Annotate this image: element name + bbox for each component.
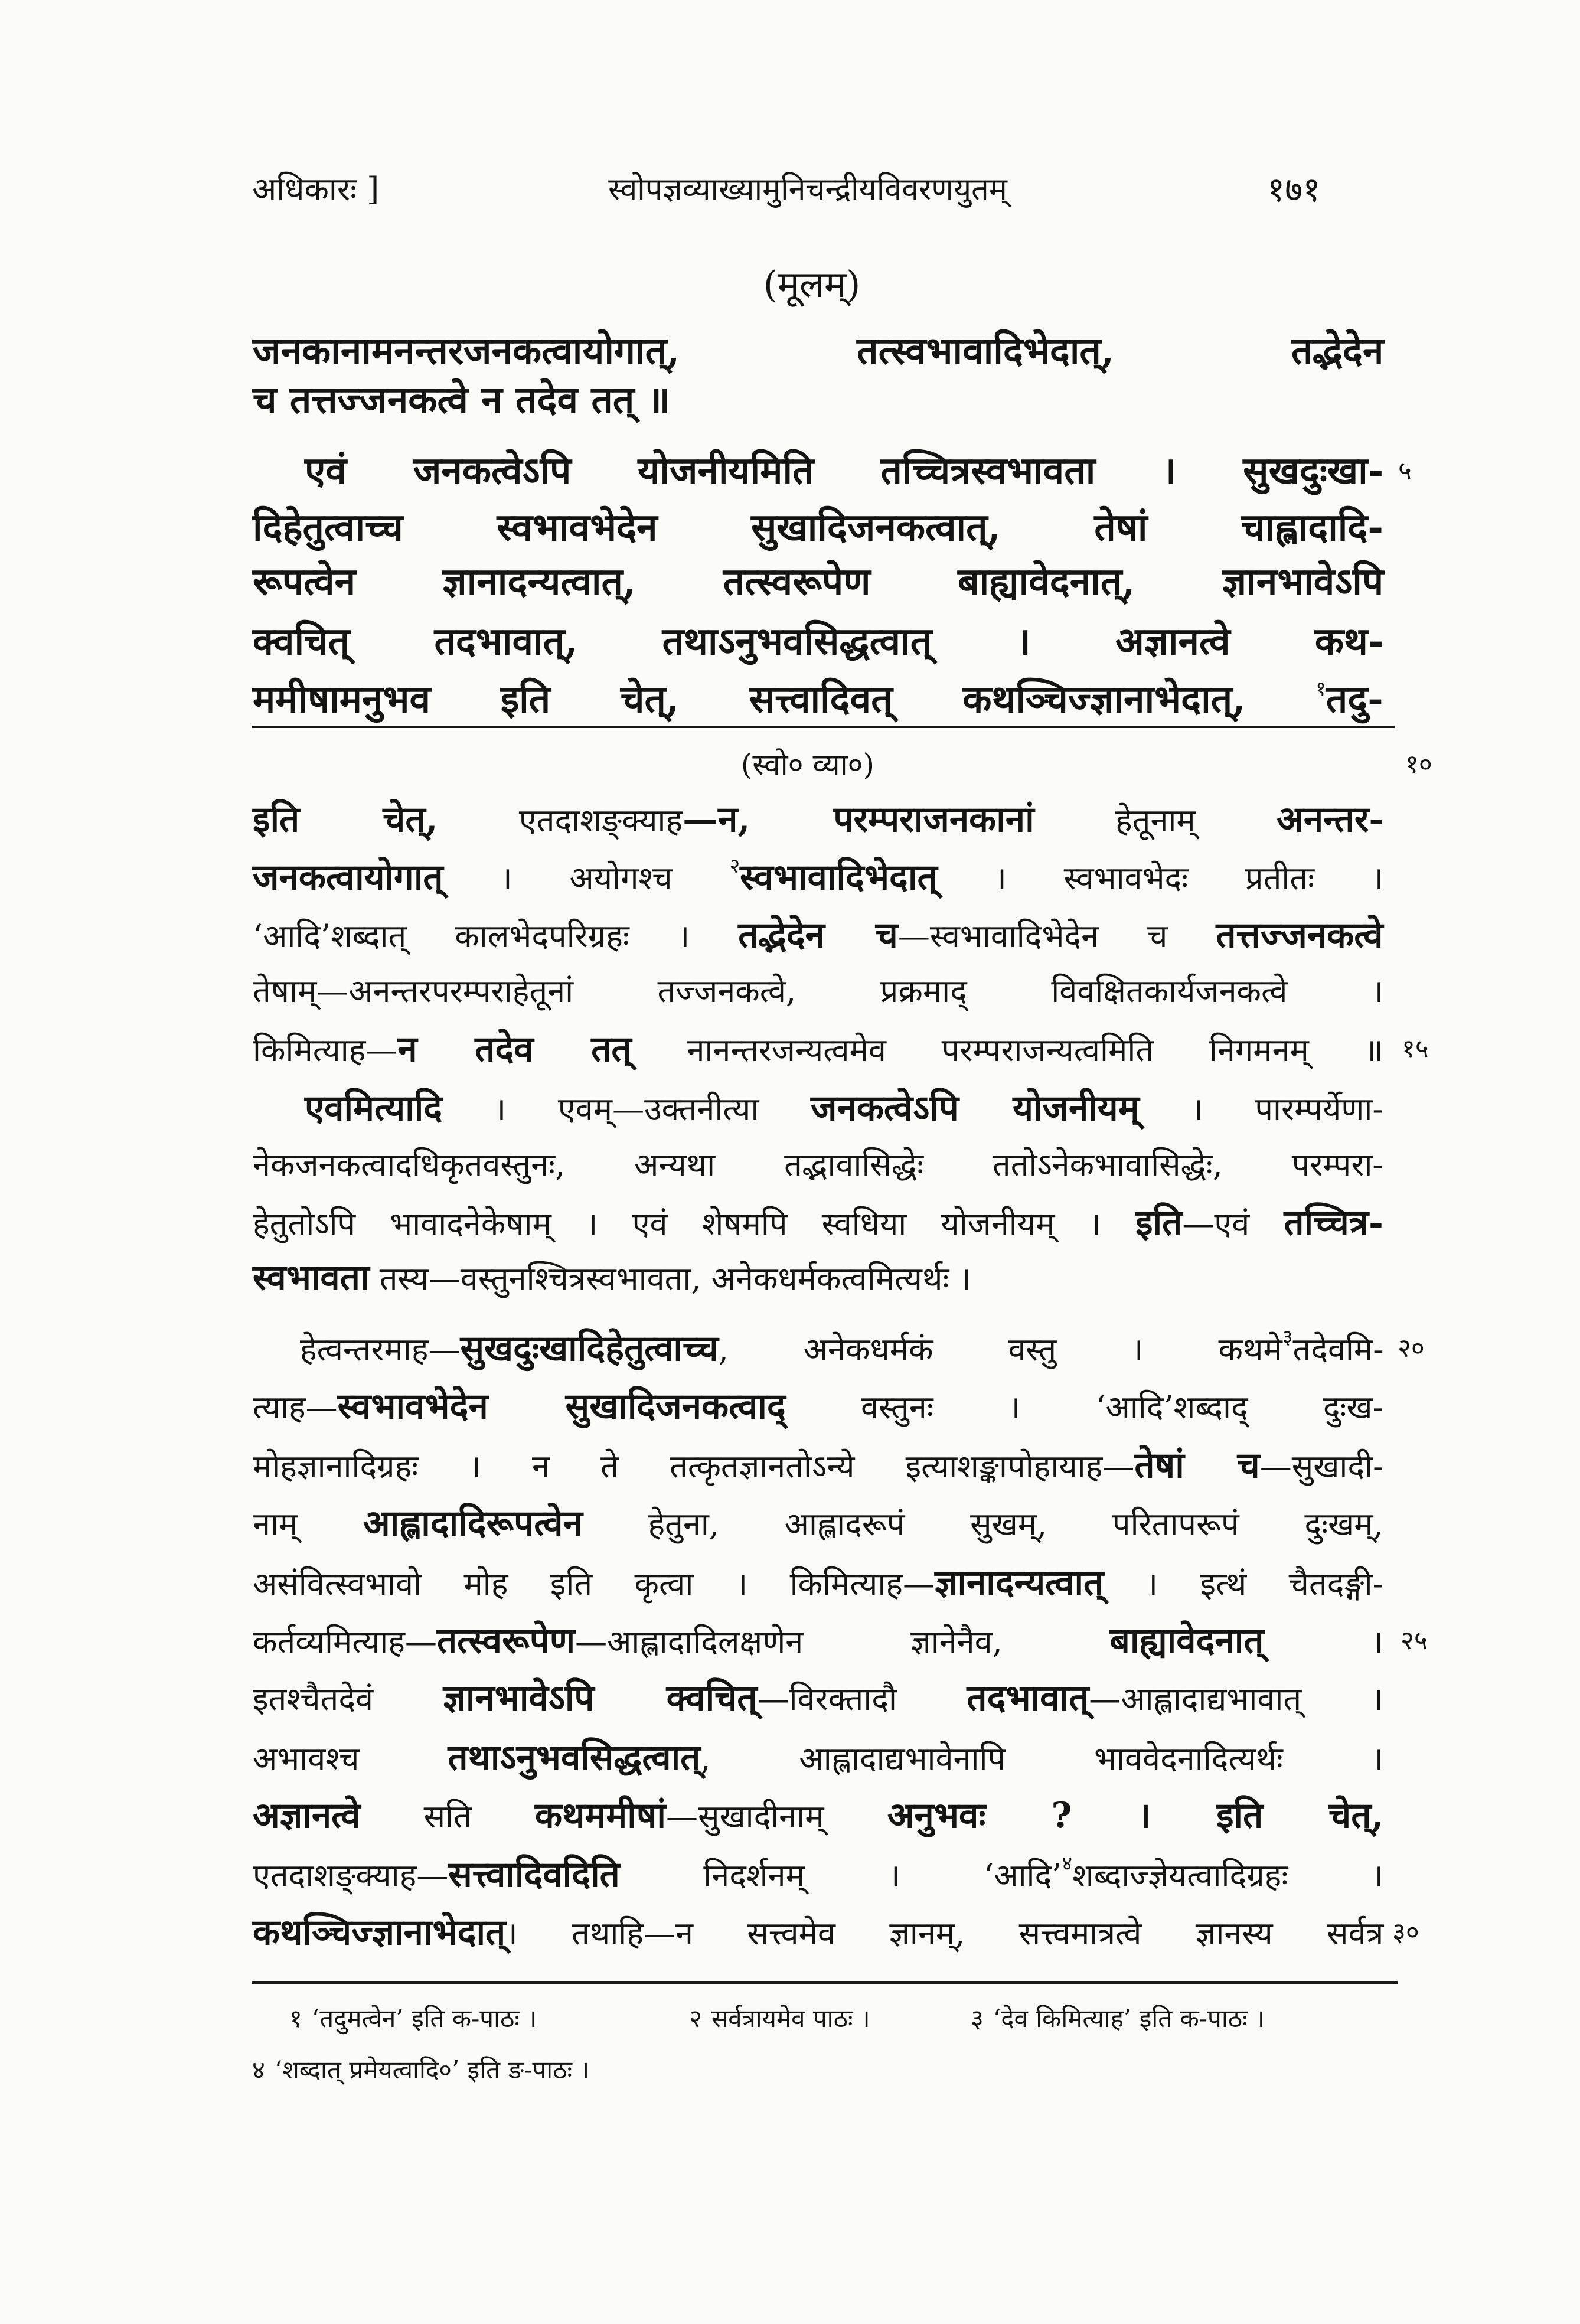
- line-text: [253, 1138, 1383, 1200]
- plain-text: शब्दाज्ज्ञेयत्वादिग्रहः ।: [1072, 1857, 1384, 1894]
- bold-term: रूपत्वेन ज्ञानादन्यत्वात्, तत्स्वरूपेण बाह्यावेदनात्, ज्ञानभावेऽपि: [253, 560, 1384, 604]
- footnote-number: ४: [252, 2055, 265, 2084]
- line-text: [253, 554, 1383, 611]
- margin-line-number: १०: [1405, 749, 1432, 779]
- bold-term: कथञ्चिज्ज्ञानाभेदात्: [253, 1912, 506, 1953]
- plain-text: —सुखादी-: [1259, 1448, 1384, 1485]
- commentary-line: [253, 1496, 1383, 1551]
- bold-term: तत्तज्जनकत्वे: [1216, 915, 1383, 956]
- bold-term: तद्भेदेन च: [738, 915, 898, 956]
- plain-text: नाम्: [253, 1506, 363, 1543]
- plain-text: त्याह—: [253, 1389, 338, 1426]
- footnote-marker: २: [729, 854, 740, 878]
- plain-text: नेकजनकत्वादधिकृतवस्तुनः, अन्यथा तद्भावासिद्धेः ततोऽनेकभावासिद्धेः, परम्परा-: [253, 1146, 1383, 1183]
- line-text: [253, 1848, 1383, 1911]
- margin-line-number: २०: [1398, 1333, 1425, 1363]
- commentary-line: [253, 850, 1383, 905]
- plain-text: नानन्तरजन्यत्वमेव परम्पराजन्यत्वमिति निगमनम् ॥: [631, 1032, 1384, 1069]
- footnote-number: ३: [971, 2004, 984, 2033]
- plain-text: अभावश्च: [253, 1740, 448, 1777]
- plain-text: तस्य—वस्तुनश्चित्रस्वभावता, अनेकधर्मकत्वमित्यर्थः ।: [369, 1260, 972, 1297]
- plain-text: तेषाम्—अनन्तरपरम्पराहेतूनां तज्जनकत्वे, प्रक्रमाद् विवक्षितकार्यजनकत्वे ।: [253, 972, 1384, 1010]
- line-text: [253, 1905, 1383, 1969]
- commentary-line: [253, 1379, 1383, 1434]
- footnote-marker: ४: [1062, 1852, 1073, 1875]
- commentary-line: [253, 1251, 1383, 1305]
- plain-text: वस्तुनः । ‘आदि’शब्दाद् दुःख-: [785, 1389, 1383, 1426]
- line-text: [253, 964, 1383, 1026]
- commentary-line: [253, 964, 1383, 1019]
- footnote: [971, 2001, 1265, 2036]
- commentary-line: [253, 1138, 1383, 1192]
- line-text: [305, 1081, 1383, 1144]
- line-text: [253, 1614, 1383, 1677]
- plain-text: निदर्शनम् । ‘आदि’: [619, 1857, 1062, 1894]
- plain-text: —आह्लादाद्यभावात् ।: [1089, 1680, 1384, 1718]
- commentary-line: [253, 1196, 1383, 1250]
- margin-line-number: २५: [1401, 1626, 1428, 1656]
- commentary-line: [253, 1848, 1383, 1902]
- footnote-number: २: [689, 2004, 702, 2033]
- plain-text: , अनेकधर्मकं वस्तु । कथमे: [718, 1331, 1282, 1368]
- page-number: १७१: [1267, 169, 1321, 210]
- bold-term: अनन्तर-: [1277, 799, 1384, 840]
- commentary-line: [253, 1556, 1383, 1610]
- commentary-line: [300, 1321, 1383, 1376]
- mula-line: [305, 443, 1383, 500]
- commentary-line: [253, 908, 1383, 962]
- bold-term: च तत्तज्जनकत्वे न तदेव तत् ॥: [253, 378, 670, 422]
- bold-term: न तदेव तत्: [397, 1029, 632, 1070]
- plain-text: तदेवमि-: [1292, 1331, 1384, 1368]
- bold-term: जनकानामनन्तरजनकत्वायोगात्, तत्स्वभावादिभेदात्, तद्भेदेन: [253, 329, 1384, 373]
- plain-text: मोहज्ञानादिग्रहः । न ते तत्कृतज्ञानतोऽन्ये इत्याशङ्कापोहायाह—: [253, 1448, 1135, 1485]
- plain-text: —विरक्तादौ: [757, 1680, 967, 1718]
- bold-term: —न, परम्पराजनकानां: [683, 799, 1034, 840]
- bold-term: स्वभावता: [253, 1257, 370, 1298]
- bold-term: स्वभावभेदेन सुखादिजनकत्वाद्: [337, 1386, 786, 1427]
- line-text: [300, 1321, 1383, 1385]
- line-text: [253, 1196, 1383, 1259]
- commentary-line: [253, 1614, 1383, 1668]
- bold-term: सुखदुःखादिहेतुत्वाच्च: [460, 1328, 719, 1369]
- bold-term: ज्ञानादन्यत्वात्: [934, 1562, 1104, 1604]
- line-text: [253, 671, 1383, 734]
- line-text: [253, 372, 670, 429]
- line-text: [253, 1022, 1383, 1085]
- plain-text: ‘आदि’शब्दात् कालभेदपरिग्रहः ।: [253, 918, 739, 955]
- plain-text: असंवित्स्वभावो मोह इति कृत्वा । किमित्याह—: [253, 1565, 935, 1602]
- plain-text: —आह्लादादिलक्षणेन ज्ञानेनैव,: [575, 1623, 1110, 1660]
- line-text: [253, 792, 1383, 856]
- plain-text: । तथाहि—न सत्त्वमेव ज्ञानम्, सत्त्वमात्रत्वे ज्ञानस्य सर्वत्र: [505, 1915, 1384, 1952]
- plain-text: —स्वभावादिभेदेन च: [897, 918, 1216, 955]
- bold-term: जनकत्वेऽपि योजनीयम्: [811, 1088, 1140, 1129]
- plain-text: । इत्थं चैतदङ्गी-: [1104, 1565, 1383, 1602]
- plain-text: । पारम्पर्येणा-: [1139, 1091, 1383, 1128]
- plain-text: । स्वभावभेदः प्रतीतः ।: [937, 860, 1384, 897]
- line-text: [253, 1438, 1383, 1502]
- line-text: [305, 443, 1383, 500]
- commentary-line: [253, 1671, 1383, 1725]
- running-header-section: अधिकारः ]: [252, 171, 380, 208]
- mula-line: [253, 671, 1383, 728]
- plain-text: किमित्याह—: [253, 1032, 398, 1069]
- footnote: [252, 2052, 589, 2088]
- plain-text: । अयोगश्च: [443, 860, 730, 897]
- bold-term: एवमित्यादि: [305, 1088, 443, 1129]
- bold-term: तदु-: [1326, 677, 1383, 722]
- plain-text: हेतुतोऽपि भावादनेकेषाम् । एवं शेषमपि स्वधिया योजनीयम् ।: [253, 1205, 1136, 1242]
- line-text: [253, 613, 1383, 670]
- footnote-marker: १: [1315, 677, 1326, 701]
- plain-text: । एवम्—उक्तनीत्या: [442, 1091, 811, 1128]
- plain-text: —सुखादीनाम्: [665, 1798, 887, 1835]
- plain-text: इतश्चैतदेवं: [253, 1680, 443, 1718]
- line-text: [253, 323, 1383, 380]
- bold-term: सत्त्वादिवदिति: [448, 1854, 620, 1895]
- running-header-title: स्वोपज्ञव्याख्यामुनिचन्द्रीयविवरणयुतम्: [608, 172, 1007, 207]
- footnote-text: सर्वत्रायमेव पाठः ।: [711, 2004, 870, 2033]
- bold-term: तथाऽनुभवसिद्धत्वात्: [448, 1737, 701, 1778]
- plain-text: कर्तव्यमित्याह—: [253, 1623, 437, 1660]
- commentary-line: [253, 792, 1383, 847]
- mula-line: [253, 613, 1383, 670]
- bold-term: कथममीषां: [535, 1795, 666, 1836]
- bold-term: तच्चित्र-: [1284, 1202, 1383, 1243]
- line-text: [253, 1556, 1383, 1619]
- bold-term: जनकत्वायोगात्: [253, 857, 443, 898]
- commentary-line: [253, 1438, 1383, 1493]
- line-text: [253, 908, 1383, 971]
- mula-line: [253, 372, 1383, 429]
- line-text: [253, 1788, 1383, 1852]
- footnote-text: ‘शब्दात् प्रमेयत्वादि०’ इति ङ-पाठः ।: [274, 2055, 590, 2084]
- plain-text: एतदाशङ्क्याह: [438, 802, 683, 839]
- plain-text: हेतूनाम्: [1034, 802, 1277, 839]
- bold-term: इति: [1135, 1202, 1183, 1243]
- plain-text: सति: [360, 1798, 536, 1835]
- bold-term: अज्ञानत्वे: [253, 1795, 361, 1836]
- footnote: [689, 2001, 870, 2036]
- commentary-line: [253, 1788, 1383, 1843]
- plain-text: एतदाशङ्क्याह—: [253, 1857, 449, 1894]
- footnote-number: १: [289, 2004, 302, 2033]
- mula-heading: (मूलम्): [763, 263, 861, 306]
- line-text: [253, 1251, 971, 1314]
- bold-term: तत्स्वरूपेण: [436, 1620, 576, 1662]
- margin-line-number: ३०: [1392, 1917, 1419, 1947]
- margin-line-number: १५: [1402, 1034, 1429, 1064]
- mula-line: [253, 500, 1383, 556]
- bold-term: तदभावात्: [967, 1677, 1089, 1719]
- commentary-heading: (स्वो० व्या०): [740, 748, 875, 782]
- bold-term: बाह्यावेदनात्: [1109, 1620, 1264, 1662]
- plain-text: , आह्लादाद्यभावेनापि भाववेदनादित्यर्थः ।: [700, 1740, 1384, 1777]
- commentary-line: [253, 1905, 1383, 1960]
- plain-text: —एवं: [1182, 1205, 1284, 1242]
- mula-line: [253, 323, 1383, 380]
- mula-line: [253, 554, 1383, 611]
- plain-text: ।: [1264, 1623, 1383, 1660]
- bold-term: क्वचित् तदभावात्, तथाऽनुभवसिद्धत्वात् । अज्ञानत्वे कथ-: [253, 619, 1384, 664]
- bold-term: इति चेत्,: [253, 799, 438, 840]
- bold-term: ज्ञानभावेऽपि क्वचित्: [443, 1677, 758, 1719]
- line-text: [253, 850, 1383, 913]
- footnote: [289, 2001, 537, 2036]
- bold-term: ममीषामनुभव इति चेत्, सत्त्वादिवत् कथञ्चिज्ज्ञानाभेदात्,: [253, 677, 1316, 722]
- plain-text: हेत्वन्तरमाह—: [300, 1331, 461, 1368]
- commentary-line: [253, 1731, 1383, 1785]
- footnote-text: ‘देव किमित्याह’ इति क-पाठः ।: [993, 2004, 1265, 2033]
- bold-term: अनुभवः ? । इति चेत्,: [887, 1795, 1384, 1836]
- commentary-line: [253, 1022, 1383, 1076]
- line-text: [253, 1731, 1383, 1794]
- bold-term: आह्लादादिरूपत्वेन: [363, 1503, 583, 1544]
- line-text: [253, 500, 1383, 556]
- bold-term: एवं जनकत्वेऽपि योजनीयमिति तच्चित्रस्वभावता । सुखदुःखा-: [305, 449, 1384, 493]
- footnote-text: ‘तदुमत्वेन’ इति क-पाठः ।: [311, 2004, 537, 2033]
- commentary-line: [305, 1081, 1383, 1135]
- bold-term: स्वभावादिभेदात्: [740, 857, 938, 898]
- line-text: [253, 1671, 1383, 1734]
- line-text: [253, 1496, 1383, 1559]
- margin-line-number: ५: [1398, 456, 1412, 486]
- bold-term: तेषां च: [1134, 1445, 1260, 1486]
- line-text: [253, 1379, 1383, 1442]
- footnote-marker: ३: [1282, 1326, 1293, 1349]
- bold-term: दिहेतुत्वाच्च स्वभावभेदेन सुखादिजनकत्वात्, तेषां चाह्लादादि-: [253, 505, 1383, 550]
- footnote-divider: [252, 1981, 1398, 1984]
- plain-text: हेतुना, आह्लादरूपं सुखम्, परितापरूपं दुःखम्,: [582, 1506, 1383, 1543]
